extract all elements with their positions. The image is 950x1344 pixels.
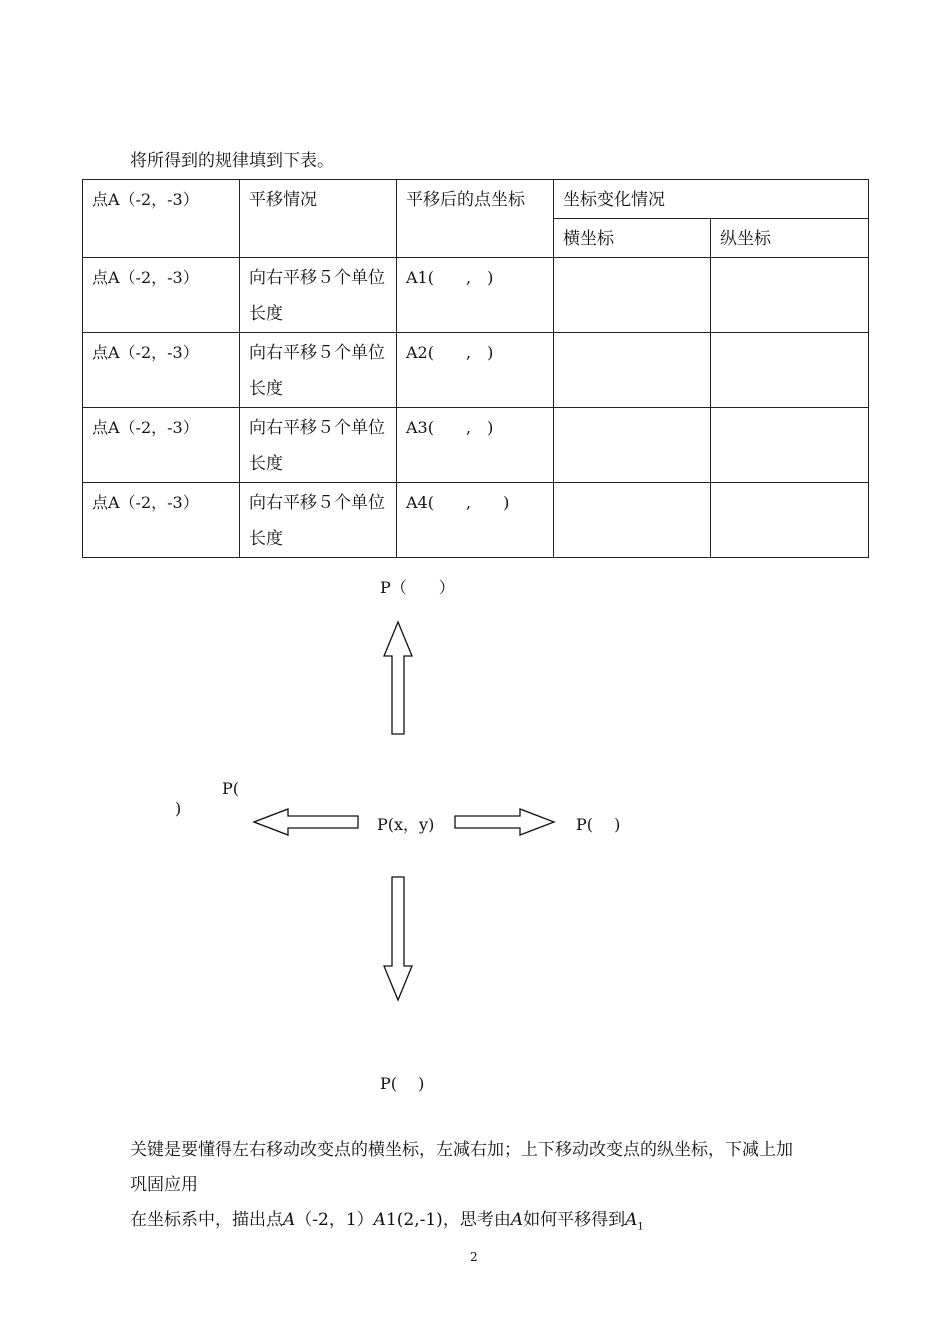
row-result: A3( , ) [397, 408, 554, 483]
header-x: 横坐标 [554, 219, 711, 258]
question-part: 如何平移得到 [523, 1210, 626, 1230]
question-var: A [283, 1210, 296, 1230]
question-part: （-2，1） [295, 1210, 374, 1230]
left-arrow-icon [254, 809, 358, 835]
bottom-point-label: P( ) [380, 1074, 425, 1093]
practice-question [130, 1205, 644, 1232]
practice-heading: 巩固应用 [130, 1175, 198, 1195]
page-number: 2 [470, 1250, 478, 1264]
question-var: A [625, 1210, 638, 1230]
row-point: 点A（-2，-3） [83, 258, 240, 333]
left-point-label-close: ) [175, 799, 182, 818]
top-point-label: P（ ） [380, 578, 455, 597]
row-result: A1( , ) [397, 258, 554, 333]
key-point-text: 关键是要懂得左右移动改变点的横坐标，左减右加；上下移动改变点的纵坐标，下减上加 [130, 1140, 793, 1160]
row-move: 向右平移５个单位长度 [240, 483, 397, 558]
row-result: A2( , ) [397, 333, 554, 408]
header-point: 点A（-2，-3） [83, 180, 240, 258]
row-point: 点A（-2，-3） [83, 408, 240, 483]
question-part: 1(2,-1)，思考由 [385, 1210, 511, 1230]
row-move: 向右平移５个单位长度 [240, 408, 397, 483]
right-point-label: P( ) [576, 815, 621, 834]
row-point: 点A（-2，-3） [83, 483, 240, 558]
header-change: 坐标变化情况 [554, 180, 869, 219]
up-arrow-icon [384, 622, 412, 734]
right-arrow-icon [455, 809, 554, 835]
row-move: 向右平移５个单位长度 [240, 258, 397, 333]
intro-text: 将所得到的规律填到下表。 [130, 151, 334, 171]
question-part: 在坐标系中，描出点 [130, 1210, 283, 1230]
row-move: 向右平移５个单位长度 [240, 333, 397, 408]
header-result: 平移后的点坐标 [397, 180, 554, 258]
row-point: 点A（-2，-3） [83, 333, 240, 408]
question-var: A [510, 1210, 524, 1230]
header-y: 纵坐标 [711, 219, 869, 258]
left-point-label: P( [222, 779, 240, 798]
question-var: A [373, 1210, 386, 1230]
down-arrow-icon [384, 877, 412, 1000]
center-point-label: P(x，y) [377, 815, 435, 834]
row-result: A4( , ) [397, 483, 554, 558]
question-subscript: 1 [637, 1221, 644, 1233]
header-move: 平移情况 [240, 180, 397, 258]
